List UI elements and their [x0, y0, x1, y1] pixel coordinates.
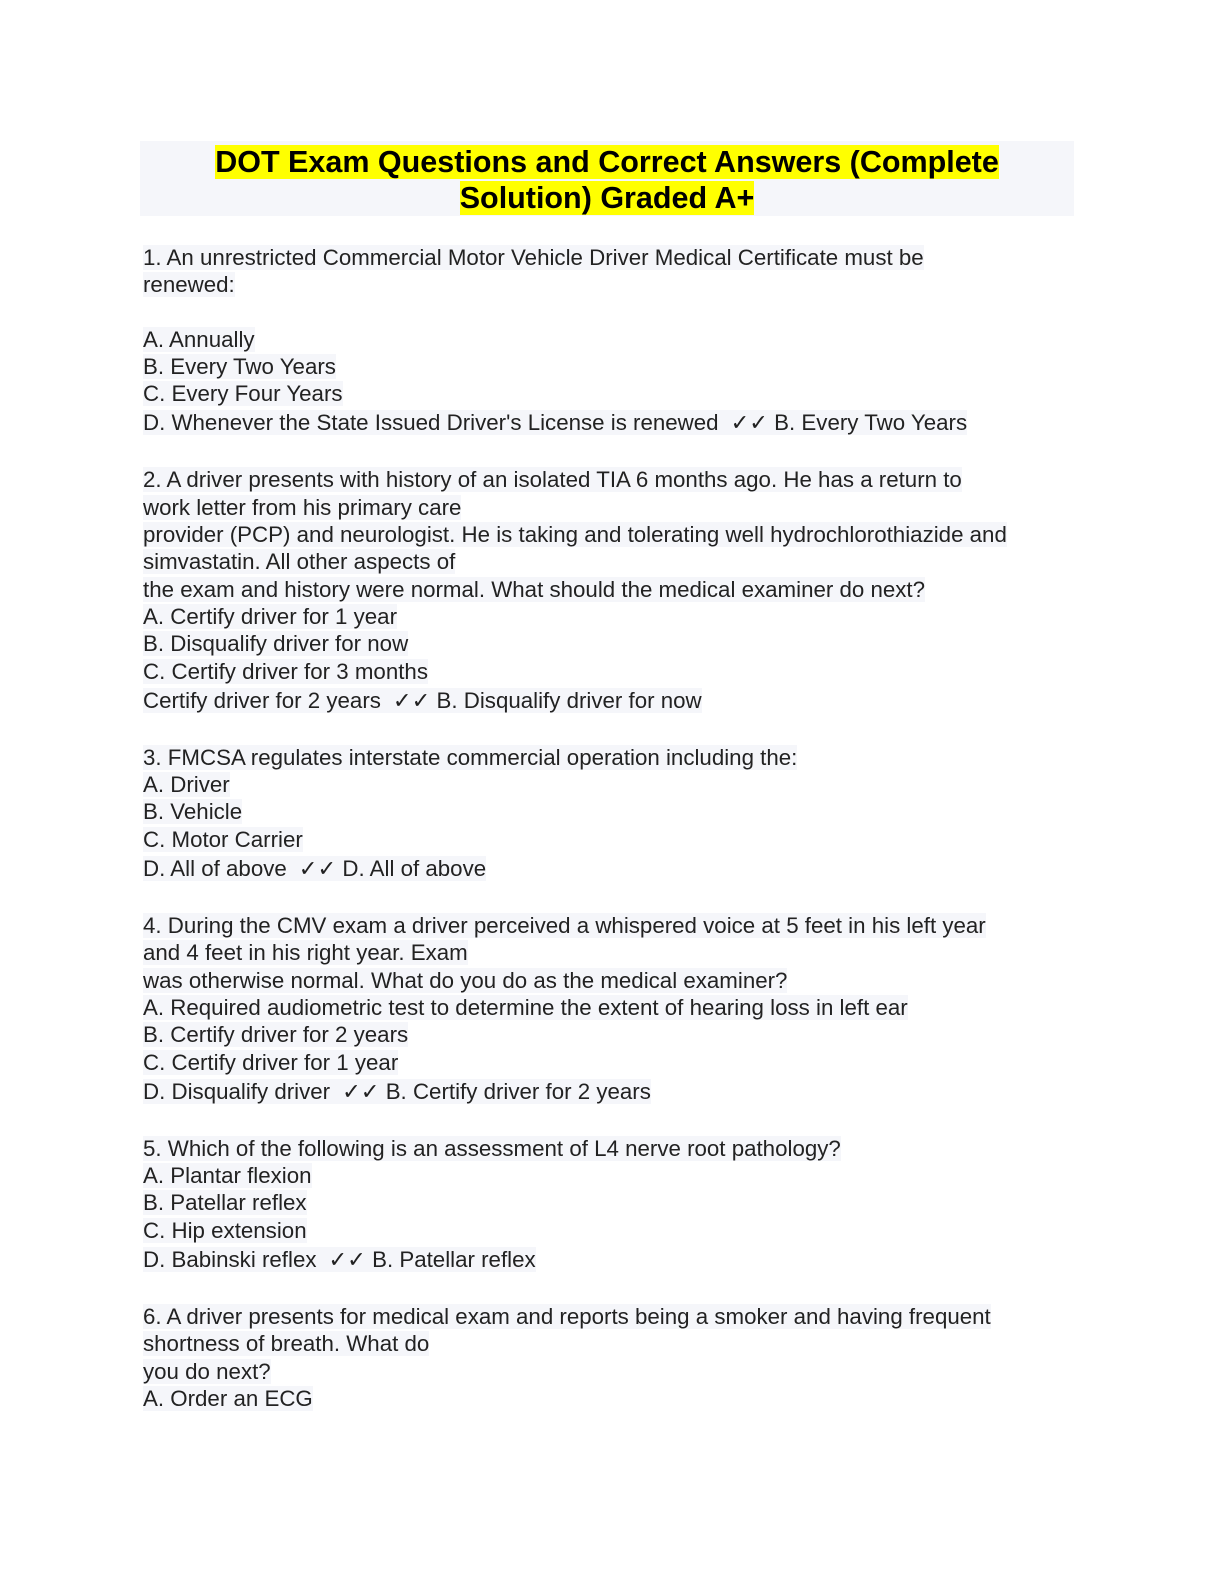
option-line: [143, 380, 1078, 407]
option-text: C. Certify driver for 3 months: [143, 658, 428, 684]
correct-answer-text: D. All of above: [342, 856, 487, 882]
question-6: [143, 1303, 1078, 1412]
question-stem-text: 3. FMCSA regulates interstate commercial operation including the:: [143, 744, 798, 770]
question-stem-text: 6. A driver presents for medical exam and reports being a smoker and having frequent: [143, 1304, 991, 1330]
title-line-2: Solution) Graded A+: [459, 181, 755, 215]
option-text: A. Driver: [143, 772, 230, 798]
option-line: [143, 994, 1078, 1021]
question-stem-line: [143, 244, 1078, 271]
option-line: [143, 658, 1078, 685]
question-stem-text: and 4 feet in his right year. Exam: [143, 940, 468, 966]
question-stem-line: [143, 744, 1078, 771]
double-check-icon: ✓✓: [342, 1078, 380, 1105]
option-text: C. Hip extension: [143, 1217, 307, 1243]
question-stem-text: shortness of breath. What do: [143, 1331, 430, 1357]
option-text: C. Motor Carrier: [143, 826, 303, 852]
correct-answer-text: B. Patellar reflex: [372, 1247, 536, 1273]
option-text: C. Every Four Years: [143, 381, 343, 407]
question-stem-text: you do next?: [143, 1358, 271, 1384]
question-stem-text: 4. During the CMV exam a driver perceived a whispered voice at 5 feet in his left year: [143, 913, 986, 939]
option-text: A. Plantar flexion: [143, 1163, 312, 1189]
question-stem-line: [143, 576, 1078, 603]
title-band: [140, 141, 1074, 216]
option-text: B. Every Two Years: [143, 353, 336, 379]
answer-highlight: [143, 688, 702, 713]
final-option-text: D. Whenever the State Issued Driver's License is renewed: [143, 410, 719, 436]
question-stem-text: 5. Which of the following is an assessment of L4 nerve root pathology?: [143, 1135, 841, 1161]
option-line: [143, 1217, 1078, 1244]
option-text: A. Certify driver for 1 year: [143, 603, 398, 629]
option-line: [143, 630, 1078, 657]
double-check-icon: ✓✓: [328, 1247, 366, 1274]
option-text: C. Certify driver for 1 year: [143, 1049, 399, 1075]
question-stem-line: [143, 939, 1078, 966]
option-line: [143, 1162, 1078, 1189]
final-option-text: D. Babinski reflex: [143, 1247, 317, 1273]
final-option-text: D. Disqualify driver: [143, 1078, 331, 1104]
correct-answer-text: B. Certify driver for 2 years: [385, 1078, 651, 1104]
option-line: [143, 1021, 1078, 1048]
question-stem-text: 2. A driver presents with history of an isolated TIA 6 months ago. He has a return to: [143, 467, 962, 493]
option-line: [143, 771, 1078, 798]
question-stem-text: 1. An unrestricted Commercial Motor Vehicle Driver Medical Certificate must be: [143, 245, 924, 270]
question-4: [143, 912, 1078, 1108]
option-line: [143, 326, 1078, 353]
question-list: [143, 244, 1078, 1439]
question-2: [143, 466, 1078, 716]
final-option-text: Certify driver for 2 years: [143, 687, 381, 713]
option-text: B. Certify driver for 2 years: [143, 1022, 409, 1048]
question-3: [143, 744, 1078, 885]
question-stem-text: renewed:: [143, 272, 235, 298]
question-stem-text: simvastatin. All other aspects of: [143, 549, 456, 575]
option-text: A. Required audiometric test to determine the extent of hearing loss in left ear: [143, 994, 908, 1020]
option-line: [143, 1189, 1078, 1216]
document-title: [140, 141, 1074, 216]
question-stem-line: [143, 548, 1078, 575]
question-stem-text: provider (PCP) and neurologist. He is taking and tolerating well hydrochlorothiazide and: [143, 522, 1007, 548]
option-text: B. Vehicle: [143, 799, 243, 825]
correct-answer-text: B. Disqualify driver for now: [436, 687, 702, 713]
question-stem-text: work letter from his primary care: [143, 494, 462, 520]
option-line: [143, 1385, 1078, 1412]
title-line-1: DOT Exam Questions and Correct Answers (Complete: [215, 145, 999, 179]
answer-highlight: [143, 856, 486, 881]
option-line: [143, 353, 1078, 380]
question-stem-line: [143, 1358, 1078, 1385]
double-check-icon: ✓✓: [392, 687, 431, 714]
option-line: [143, 1049, 1078, 1076]
answer-line: [143, 407, 1078, 439]
double-check-icon: ✓✓: [298, 856, 337, 883]
answer-line: [143, 853, 1078, 885]
question-stem-line: [143, 1330, 1078, 1357]
answer-line: [143, 1076, 1078, 1108]
option-line: [143, 603, 1078, 630]
question-stem-text: was otherwise normal. What do you do as the medical examiner?: [143, 967, 788, 993]
answer-line: [143, 1244, 1078, 1276]
question-stem-line: [143, 521, 1078, 548]
final-option-text: D. All of above: [143, 856, 287, 882]
question-5: [143, 1135, 1078, 1276]
option-line: [143, 826, 1078, 853]
double-check-icon: ✓✓: [730, 410, 768, 437]
spacer: [143, 299, 1078, 326]
question-stem-line: [143, 912, 1078, 939]
option-line: [143, 798, 1078, 825]
option-text: A. Annually: [143, 326, 255, 352]
question-stem-text: the exam and history were normal. What should the medical examiner do next?: [143, 576, 926, 602]
question-stem-line: [143, 494, 1078, 521]
option-text: B. Disqualify driver for now: [143, 631, 409, 657]
question-stem-line: [143, 271, 1078, 298]
question-stem-line: [143, 1135, 1078, 1162]
option-text: A. Order an ECG: [143, 1385, 313, 1411]
correct-answer-text: B. Every Two Years: [774, 410, 968, 436]
question-stem-line: [143, 1303, 1078, 1330]
answer-highlight: [143, 410, 967, 435]
answer-highlight: [143, 1247, 536, 1272]
answer-line: [143, 685, 1078, 717]
option-text: B. Patellar reflex: [143, 1190, 307, 1216]
answer-highlight: [143, 1079, 651, 1104]
question-1: [143, 244, 1078, 439]
question-stem-line: [143, 967, 1078, 994]
question-stem-line: [143, 466, 1078, 493]
